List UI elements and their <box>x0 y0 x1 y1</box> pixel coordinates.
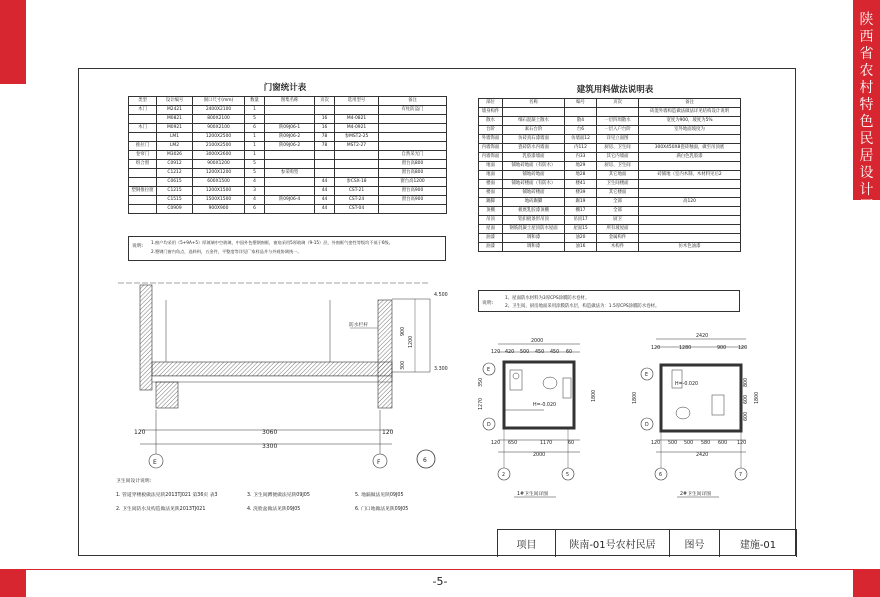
material-table-cell: 钢筋混凝土屋顶防水屋面 <box>503 225 565 234</box>
door-table-cell: M0921 <box>157 124 193 133</box>
door-table-cell: 1 <box>245 142 265 151</box>
material-table-cell: 地砖踢脚 <box>503 198 565 207</box>
door-table-cell: 1 <box>245 133 265 142</box>
side-dim-2: 1200 <box>409 335 414 348</box>
door-table-cell: C0912 <box>157 160 193 169</box>
material-table-cell: 乳胶漆墙面 <box>503 153 565 162</box>
material-table-header-cell: 备注 <box>639 99 741 108</box>
material-note-2: 2、卫生间、厨房地面采用涂膜防水层，构造做法为：1.5厚CPS涂膜防水卷材。 <box>505 304 660 309</box>
side-dim-3: 300 <box>401 360 406 370</box>
material-table-cell: 全部 <box>597 207 639 216</box>
door-table-cell: 2400X2100 <box>193 106 245 115</box>
b2-bot-6: 120 <box>737 441 747 446</box>
b1-axis-2: 2 <box>502 473 506 478</box>
b2-axis-E: E <box>645 373 649 378</box>
material-table-cell: 台6 <box>565 126 597 135</box>
tb-project: 陕南-01号农村民居 <box>556 530 670 557</box>
door-note-1: 1.窗户均采用（5+9A+5）厚玻璃中空玻璃，中国外色塑钢窗框，窗扇采用5厚玻璃（9-15）层，外窗框气密性等级均不低于6级。 <box>151 240 393 245</box>
door-table-cell: 44 <box>315 187 335 196</box>
door-table-cell: CST-21 <box>335 187 379 196</box>
material-table-cell: 满白色乳胶漆 <box>639 153 741 162</box>
door-table-cell: 2100X2500 <box>193 142 245 151</box>
material-table-cell: 铺地砖地面 <box>503 171 565 180</box>
door-table-cell: 3 <box>245 187 265 196</box>
b1-axis-D: D <box>487 423 491 428</box>
door-table-cell: M4-0821 <box>335 115 379 124</box>
b2-caption: 2#卫生间详图 <box>680 492 712 497</box>
bathroom-1-plan <box>478 338 597 497</box>
material-table-cell: 屋面 <box>479 225 503 234</box>
door-table-cell: 4 <box>245 178 265 187</box>
door-table-cell: M3026 <box>157 151 193 160</box>
door-table-cell: M2421 <box>157 106 193 115</box>
b1-side-1: 350 <box>479 377 484 387</box>
b2-bot-1: 120 <box>651 441 661 446</box>
door-table-cell: 900X1200 <box>193 160 245 169</box>
tb-label-drawing: 图号 <box>670 530 720 557</box>
b2-side-1: 1800 <box>633 391 638 404</box>
b1-bot-4: 60 <box>568 441 575 446</box>
door-table-cell: 陕09J06-1 <box>265 124 315 133</box>
material-table-cell: 外墙饰面 <box>479 135 503 144</box>
door-table-cell: M0821 <box>157 115 193 124</box>
material-table-cell: 高120 <box>639 198 741 207</box>
material-table-cell: 棚17 <box>565 207 597 216</box>
material-table-cell: 吊顶 <box>479 216 503 225</box>
b1-bot-2: 650 <box>508 441 518 446</box>
material-table-cell: 一层入户台阶 <box>597 126 639 135</box>
door-table-cell: 1 <box>245 106 265 115</box>
b1-axis-E: E <box>487 368 491 373</box>
b2-elev: H=-0.020 <box>675 382 699 387</box>
b1-top-1: 120 <box>491 350 501 355</box>
material-table-cell: 砖铺地（室内木制、木材料见后2 <box>639 171 741 180</box>
b1-top-3: 500 <box>520 350 530 355</box>
material-table-cell: 台阶 <box>479 126 503 135</box>
note-6: 6. 门口地做法见陕09J05 <box>355 507 409 512</box>
sec-dim-120a: 120 <box>134 429 146 436</box>
b2-axis-D: D <box>645 423 649 428</box>
door-table-cell: C0615 <box>157 178 193 187</box>
note-2: 2. 卫生间防水及构造做法见陕2013TJ021 <box>116 507 206 512</box>
door-notes-label: 说明: <box>132 244 144 249</box>
material-table-header-cell: 编号 <box>565 99 597 108</box>
material-table-cell: 细石混凝土散水 <box>503 117 565 126</box>
material-table-cell: 墙身构件 <box>479 108 503 117</box>
b1-top-2: 420 <box>505 350 515 355</box>
title-block <box>497 529 797 557</box>
material-table-cell: 铺地砖楼面 <box>503 189 565 198</box>
material-table-cell: 内112 <box>565 144 597 153</box>
material-table-cell: 地面 <box>479 162 503 171</box>
note-4: 4. 洗脸盆做法见陕09J05 <box>247 507 301 512</box>
wall-right <box>378 300 392 408</box>
b2-axis-7: 7 <box>739 473 743 478</box>
door-table-cell: 1200X1200 <box>193 169 245 178</box>
bathroom-design-notes <box>116 477 408 512</box>
door-table-cell: 陕09J06-4 <box>265 196 315 205</box>
material-table-cell: 楼39 <box>565 189 597 198</box>
door-table-cell: 窗台高800 <box>379 169 447 178</box>
page-number: -5- <box>432 575 448 588</box>
material-table-cell: 调和漆 <box>503 234 565 243</box>
b1-top-6: 60 <box>566 350 573 355</box>
door-table-cell: 参采购型 <box>265 169 315 178</box>
door-table-cell: 陕09J06-2 <box>265 142 315 151</box>
material-table-cell: 宽度为900，坡度为5% <box>639 117 741 126</box>
material-table-cell: 铝扣板条形吊顶 <box>503 216 565 225</box>
door-table-cell: 16 <box>315 115 335 124</box>
door-table-header-cell: 图集名称 <box>265 97 315 106</box>
door-table-cell: 木门 <box>129 106 157 115</box>
door-table-header-cell: 备注 <box>379 97 447 106</box>
material-table-header-cell: 名称 <box>503 99 565 108</box>
side-dim-1: 900 <box>401 326 406 336</box>
b1-bot-1: 120 <box>491 441 501 446</box>
door-table-cell: 5 <box>245 169 265 178</box>
material-table-cell: 油16 <box>565 243 597 252</box>
material-table-cell: 厨房、卫生间 <box>597 144 639 153</box>
door-table-cell: 44 <box>315 196 335 205</box>
material-table-cell: 踢19 <box>565 198 597 207</box>
material-table-cell: 金属构件 <box>597 234 639 243</box>
note-5: 5. 地漏做法见陕09J05 <box>355 493 404 498</box>
door-table-header-cell: 数量 <box>245 97 265 106</box>
material-table-cell: 地面 <box>479 171 503 180</box>
material-table-cell: 仿墙面12 <box>565 135 597 144</box>
axis-F: F <box>377 459 381 466</box>
material-table-cell: 顶棚 <box>479 207 503 216</box>
material-table-cell: 楼面 <box>479 189 503 198</box>
door-table-cell: 窗台高900 <box>379 196 447 205</box>
material-table-cell: 其它内墙面 <box>597 153 639 162</box>
sec-dim-3300: 3300 <box>262 443 278 450</box>
door-table-cell: 陕09J06-2 <box>265 133 315 142</box>
material-table-cell: 素石台阶 <box>503 126 565 135</box>
door-table-title: 门窗统计表 <box>263 83 307 93</box>
material-table-cell: 砖混外墙构造做法做法详见结构设计说明 <box>639 108 741 117</box>
floor-slab <box>152 362 392 376</box>
material-table-cell: 300X450X8瓷砖釉面，做至吊顶底 <box>639 144 741 153</box>
material-table-cell: 铺地砖楼面（有防水） <box>503 180 565 189</box>
door-table-cell: MST2-27 <box>335 142 379 151</box>
door-table-cell: 卷帘门 <box>129 151 157 160</box>
b1-bot-3: 1170 <box>540 441 553 446</box>
b2-side-3: 600 <box>744 394 749 404</box>
material-table-cell: 厨房、卫生间 <box>597 162 639 171</box>
axis-E: E <box>153 459 157 466</box>
material-table-cell: 调和漆 <box>503 243 565 252</box>
tb-label-project: 项目 <box>498 530 556 557</box>
material-table-header-cell: 部位 <box>479 99 503 108</box>
door-table-cell: CST-04 <box>335 205 379 214</box>
material-table-cell: 地28 <box>565 171 597 180</box>
material-table-cell: 室外地面坡度为 <box>639 126 741 135</box>
material-table-cell: 吊顶17 <box>565 216 597 225</box>
door-table-cell: 800X2100 <box>193 115 245 124</box>
b2-side-2: 800 <box>744 377 749 387</box>
door-table-cell: 窗台高800 <box>379 160 447 169</box>
section-mark: 6 <box>423 457 427 464</box>
b1-side-4: 1800 <box>592 389 597 402</box>
tb-drawing: 建施-01 <box>720 530 797 557</box>
elev-bottom: 3.300 <box>434 367 448 372</box>
door-table-header-cell: 设计编号 <box>157 97 193 106</box>
notes-heading: 卫生间设计说明: <box>116 479 152 484</box>
material-table-cell: 内墙饰面 <box>479 144 503 153</box>
door-table-cell: 窗台高1200 <box>379 178 447 187</box>
material-table-cell: 厨卫 <box>597 216 639 225</box>
door-table-cell: CST-24 <box>335 196 379 205</box>
material-table-cell: 木构件 <box>597 243 639 252</box>
material-table-cell: 其它地面 <box>597 171 639 180</box>
door-table-cell: 78 <box>315 133 335 142</box>
material-table-cell: 瓷砖防水内墙面 <box>503 144 565 153</box>
b2-top-3: 900 <box>717 346 727 351</box>
material-table-cell: 楼41 <box>565 180 597 189</box>
b1-top-total: 2000 <box>531 339 544 344</box>
door-table-cell: C0909 <box>157 205 193 214</box>
material-table-cell: 楼面 <box>479 180 503 189</box>
material-table-cell: 散4 <box>565 117 597 126</box>
door-table-cell: 参CSX-18 <box>335 178 379 187</box>
b2-side-4: 600 <box>744 411 749 421</box>
material-table-cell: 地29 <box>565 162 597 171</box>
door-table-cell: C1215 <box>157 187 193 196</box>
door-table-cell: 3000X2600 <box>193 151 245 160</box>
b2-bot-2: 500 <box>668 441 678 446</box>
material-table-cell: 详见立面图 <box>597 135 639 144</box>
b2-bot-3: 500 <box>684 441 694 446</box>
material-table-cell: 散水 <box>479 117 503 126</box>
door-table-cell: C1212 <box>157 169 193 178</box>
side-title: 陕 西 省 农 村 特 色 民 居 设 计 图 集 <box>859 12 874 232</box>
b1-caption: 1#卫生间详图 <box>517 492 549 497</box>
b2-top-4: 120 <box>738 346 748 351</box>
door-table-header-cell: 类型 <box>129 97 157 106</box>
material-table-cell: 内33 <box>565 153 597 162</box>
door-table-cell: 78 <box>315 142 335 151</box>
door-table-cell: 900X900 <box>193 205 245 214</box>
door-table-cell: 自然采光门 <box>379 151 447 160</box>
material-table-cell: 其它楼面 <box>597 189 639 198</box>
material-table-cell: 铺地砖地面（有防水） <box>503 162 565 171</box>
wall-left <box>140 285 152 390</box>
elev-top: 4.500 <box>434 293 448 298</box>
door-table-cell: 1200X2500 <box>193 133 245 142</box>
door-table-cell: 900X2100 <box>193 124 245 133</box>
door-table-cell: 1 <box>245 151 265 160</box>
material-table-cell: 所有坡屋面 <box>597 225 639 234</box>
door-table-cell: 参MST2-25 <box>335 133 379 142</box>
bathroom-2-plan <box>632 333 760 497</box>
door-table-cell: 16 <box>315 124 335 133</box>
sec-dim-3060: 3060 <box>262 429 278 436</box>
b1-top-5: 450 <box>550 350 560 355</box>
door-table-cell: 44 <box>315 178 335 187</box>
b1-bot-total: 2000 <box>533 453 546 458</box>
b2-bot-total: 2420 <box>696 453 709 458</box>
material-notes-label: 说明: <box>482 301 494 306</box>
door-table-cell: 4 <box>245 196 265 205</box>
material-table-cell: 一层四周散水 <box>597 117 639 126</box>
door-table-cell: M4-0921 <box>335 124 379 133</box>
note-1: 1. 管道穿楼板做法见陕2013TJ021 第36页 表3 <box>116 493 218 498</box>
door-table-header-cell: 选用型号 <box>335 97 379 106</box>
material-table-cell: 踢脚 <box>479 198 503 207</box>
rail-label: 防水栏杆 <box>349 323 369 328</box>
material-table-cell: 油漆 <box>479 234 503 243</box>
door-table-cell: 塑钢推拉窗 <box>129 187 157 196</box>
door-table-cell: 1500X1500 <box>193 196 245 205</box>
door-note-2: 2.塑钢门窗内角点，选料料，五金件，平整度等详见厂家样品并与外观协调统一。 <box>151 249 302 254</box>
material-table-cell: 屋面15 <box>565 225 597 234</box>
material-table-cell: 油20 <box>565 234 597 243</box>
door-table-cell: 组合窗 <box>129 160 157 169</box>
b2-bot-5: 600 <box>718 441 728 446</box>
door-table-cell: 6 <box>245 205 265 214</box>
door-table-cell: 6 <box>245 124 265 133</box>
material-table-cell: 内墙饰面 <box>479 153 503 162</box>
door-table-cell: 44 <box>315 205 335 214</box>
door-table-cell: 窗台高900 <box>379 187 447 196</box>
door-table-header-cell: 页次 <box>315 97 335 106</box>
door-table-header-cell: 洞口尺寸(mm) <box>193 97 245 106</box>
door-table-cell: 600X1500 <box>193 178 245 187</box>
material-table-cell: 仿砖真石漆墙面 <box>503 135 565 144</box>
door-table-cell: 1200X1500 <box>193 187 245 196</box>
b2-side-total: 1800 <box>755 391 760 404</box>
b1-axis-5: 5 <box>566 473 570 478</box>
b1-side-2: 1270 <box>479 397 484 410</box>
note-3: 3. 卫生间蹲便做法见陕09J05 <box>247 493 310 498</box>
b2-bot-4: 580 <box>701 441 711 446</box>
door-table-cell: 推拉门 <box>129 142 157 151</box>
b2-axis-6: 6 <box>659 473 663 478</box>
sec-dim-120b: 120 <box>382 429 394 436</box>
material-table-cell: 油漆 <box>479 243 503 252</box>
material-note-1: 1、屋面防水材料为3厚CPS涂膜防水卷材。 <box>505 296 590 301</box>
material-table-cell: 全部 <box>597 198 639 207</box>
door-table-cell: LM2 <box>157 142 193 151</box>
wall-section-detail <box>118 283 448 468</box>
door-table-cell: C1515 <box>157 196 193 205</box>
b2-top-total: 2420 <box>696 334 709 339</box>
material-table-header-cell: 页次 <box>597 99 639 108</box>
door-table-cell: 5 <box>245 115 265 124</box>
material-table-cell: 仿木色油漆 <box>639 243 741 252</box>
door-table-cell: LM1 <box>157 133 193 142</box>
b1-elev: H=-0.020 <box>533 403 557 408</box>
b2-top-2: 1280 <box>679 346 692 351</box>
door-table-cell: 有柱防盗门 <box>379 106 447 115</box>
door-table-cell: 5 <box>245 160 265 169</box>
material-table-cell: 板底乳胶漆顶棚 <box>503 207 565 216</box>
material-table-title: 建筑用料做法说明表 <box>576 85 654 95</box>
material-table-cell: 卫生间楼面 <box>597 180 639 189</box>
door-table-cell: 木门 <box>129 124 157 133</box>
b2-top-1: 120 <box>651 346 661 351</box>
b1-top-4: 450 <box>535 350 545 355</box>
